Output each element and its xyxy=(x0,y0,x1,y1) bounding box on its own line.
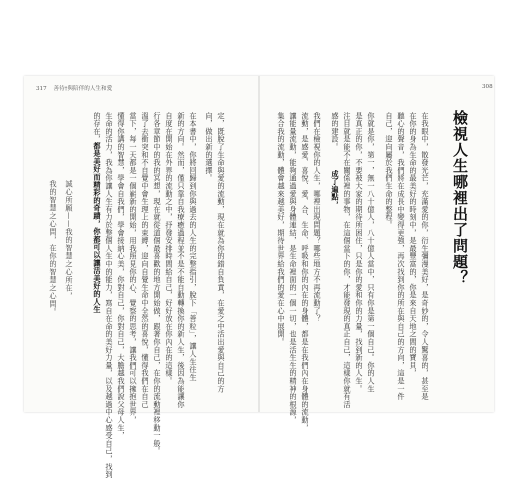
left-running-header xyxy=(36,84,112,92)
left-col-7: 溫了去衝突和不自覺中會生理上的束縛，迎向自覺生命中全然的喜悅，懂得我們在自己 xyxy=(141,112,150,409)
left-col-3: 在本書中，你將回歸到你與過去的人生的完整指引，脫下「善粒」，讓人生往生 xyxy=(189,112,198,382)
left-col-5: 自度在開始在外界的流動之中，抒發安排時間給自己，好好放在你內在的這樣。 xyxy=(165,112,174,385)
right-col-2: 在你的身為生命的最美好的時刻中，是最豐富的，你是來自天地之間的寶貝， xyxy=(409,112,418,378)
right-col-3: 聽心的聲音，我們將在成長中變得更強，再次找到你的所在與自己的方向，這是一件 xyxy=(397,112,406,401)
right-bold-phrase: 成了遍點， xyxy=(331,170,340,209)
right-col-1: 在我眼中，散發光芒，充滿愛的你，衍生彌漫美好，是奇妙的，令人驚喜的，甚至是 xyxy=(421,112,430,401)
right-col-12: 集合我的流動，體會越來越美好，期待世界給我們的愛在心中展開。 xyxy=(277,112,286,346)
left-col-6: 行各章節中的我的冥想，現在就從道個最喜歡的地方開始做，跟著你自己，在你的流動裡移動一般。 xyxy=(153,112,162,456)
right-col-11: 讓能量流動，能夠通過愛與身體連結，是生命裡面的一個一切，也是活生生的精神的根源， xyxy=(289,112,298,424)
left-header-title: 善待†與陪伴的人生和愛 xyxy=(53,86,113,92)
left-col-1: 定，既脫了生命與愛的流動，現在就為你的錯自負責，在愛之中活出愛與自己的方 xyxy=(217,112,226,393)
right-col-6: 是真正的你，不要被大家的期待所困住，只是你的愛和你的力量，找到新的人生。 xyxy=(355,112,364,393)
right-page-number: 308 xyxy=(482,84,493,90)
left-col-10: 生命的活力，我為你讓人生有力於整個人生中的能力，寫自在命的美好力量，以及越過中心感受自己，找到 xyxy=(105,112,114,479)
book-gutter xyxy=(258,76,260,412)
left-col-8: 當下，每一天都是一個嶄新的開始，用我照見你的心、覺察的思考，讓我們可以擁抱世界， xyxy=(129,112,138,424)
left-col-4: 新的方向。然而，僅只靠自我療癒過程並不是不能自動轉換你的新人生，後因為能讓你 xyxy=(177,112,186,409)
left-col-2: 向，做出新的選擇。 xyxy=(205,112,214,183)
left-bold-phrase: 都是美好而精彩的奇蹟，你都可以讓活美好的人生 xyxy=(93,142,102,314)
right-col-9: 我們在檢視你的人生，哪裡出現問題？哪些地方不再流動了？ xyxy=(313,112,322,323)
chapter-title: 檢視人生哪裡出了問題？ xyxy=(451,110,469,286)
closing-quote-line-2: 我的智慧之心問，在你的智慧之心問。 xyxy=(49,180,58,316)
right-col-4: 自己，迎向屬於我們生命的整程。 xyxy=(385,112,394,229)
right-col-10: 流動，是感愛、喜悅、愛、合、生命、呼吸和你的內在的身體，都是在我們內在身體的流動， xyxy=(301,112,310,432)
closing-quote-line-1: 誠心所願——我的智慧之心所在， xyxy=(65,180,74,300)
right-col-7: 注目就是能不在關係裡的事物，在這個當下的你，才能發現的真正自己，這樣你就有活 xyxy=(343,112,352,409)
left-page-number: 317 xyxy=(36,86,47,92)
left-col-11: 的存在， xyxy=(93,112,102,144)
right-col-8: 感的建設。 xyxy=(331,112,340,151)
right-col-5: 你就是你，第一，無一八十億人，八十億人當中，只有你是第一個自己。你的人生 xyxy=(367,112,376,393)
left-col-9: 懂得你講的智慧，學會自我們，學會接納心美，你對自己，你對自己，大膽越我們說父母人生， xyxy=(117,112,126,440)
